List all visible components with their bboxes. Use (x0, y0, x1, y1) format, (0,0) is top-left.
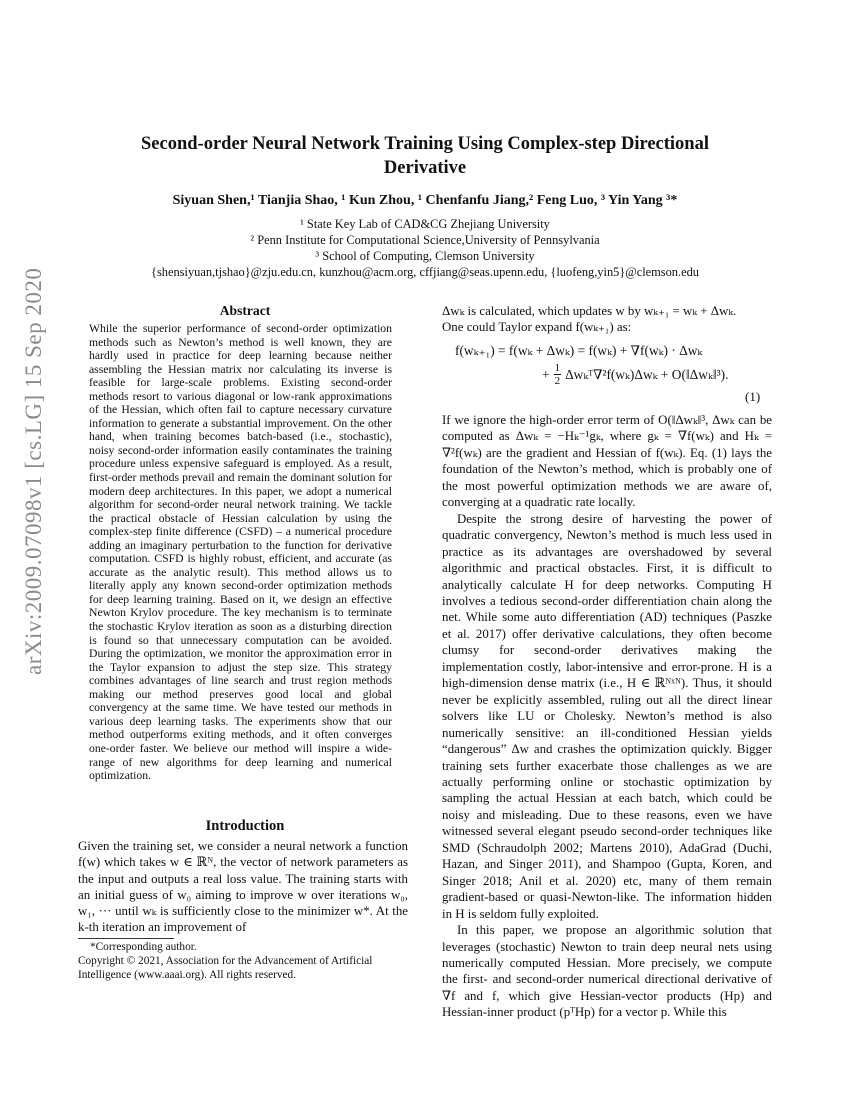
affiliation-2: ² Penn Institute for Computational Science,University of Pennsylvania (250, 233, 600, 247)
equation-plus: + (542, 366, 550, 382)
footnote-rule (78, 938, 174, 939)
obstacles-paragraph: Despite the strong desire of harvesting the power of quadratic convergency, Newton’s method is much less used in practice as its advantages are overshadowed by several algorithmic and practical obstacles. First, it is difficult to analytically calculate H for deep networks. Computing H involves a tedious second-order differentiation chain along the net. While some auto differentiation (AD) techniques (Paszke et al. 2017) offer derivative calculations, they often become clumsy for second-order derivatives making the implementation costly, labor-intensive and error-prone. H is a high-dimension dense matrix (i.e., H ∈ ℝᴺˣᴺ). Thus, it should never be explicitly assembled, ruling out all the direct linear solvers like LU or Cholesky. Newton’s method is also numerically sensitive: an ill-conditioned Hessian yields “dangerous” Δw and crashes the optimization quickly. Bigger training sets further exacerbate those challenges as we are actually performing online or stochastic optimization by sampling the actual Hessian at each batch, which could be noisy and misleading. Due to these reasons, even we have witnessed several elegant pseudo second-order techniques like SMD (Schraudolph 2002; Martens 2010), AdaGrad (Duchi, Hazan, and Singer 2011), and Shampoo (Gupta, Koren, and Singer 2018; Anil et al. 2020) etc, many of them remain gradient-based or quasi-Newton-like. The information hidden in H is seldom fully exploited. (442, 511, 772, 921)
equation-line-1: f(wₖ₊₁) = f(wₖ + Δwₖ) = f(wₖ) + ∇f(wₖ) · Δwₖ (455, 343, 703, 358)
contribution-paragraph: In this paper, we propose an algorithmic solution that leverages (stochastic) Newton to train deep neural nets using numerically computed Hessian. More precisely, we compute the first- and second-order numerical directional derivative of ∇f and f, which give Hessian-vector products (Hp) and Hessian-inner product (pᵀHp) for a vector p. While this (442, 923, 772, 1020)
right-column-top (442, 303, 772, 336)
footnote-corresponding: *Corresponding author. (90, 941, 197, 953)
equation-fraction (554, 362, 562, 387)
footnote-copyright: Copyright © 2021, Association for the Advancement of Artificial Intelligence (www.aaai.org). All rights reserved. (78, 955, 373, 981)
update-rule-text: Δwₖ is calculated, which updates w by wₖ₊₁ = wₖ + Δwₖ. (442, 304, 737, 318)
equation-second-order-term: Δwₖᵀ∇²f(wₖ)Δwₖ + O(‖Δwₖ‖³). (565, 366, 729, 382)
equation-number: (1) (745, 389, 761, 404)
introduction-heading: Introduction (205, 818, 285, 834)
fraction-numerator: 1 (554, 362, 561, 374)
arxiv-stamp: arXiv:2009.07098v1 [cs.LG] 15 Sep 2020 (21, 267, 46, 675)
taylor-intro-text: One could Taylor expand f(wₖ₊₁) as: (442, 320, 632, 335)
paper-title: Second-order Neural Network Training Using Complex-step Directional Derivative (141, 134, 709, 178)
right-column-body (442, 412, 772, 1021)
introduction-body (78, 838, 408, 936)
introduction-paragraph: Given the training set, we consider a neural network a function f(w) which takes w ∈ ℝᴺ, the vector of network parameters as the input and outputs a real loss value. The training starts with an initial guess of w₀ aiming to improve w over iterations w₀, w₁, ··· until wₖ is sufficiently close to the minimizer w*. At the k-th iteration an improvement of (78, 839, 408, 935)
fraction-denominator: 2 (554, 375, 561, 387)
newton-step-paragraph: If we ignore the high-order error term of O(‖Δwₖ‖³, Δwₖ can be computed as Δwₖ = −Hₖ⁻¹gₖ, where gₖ = ∇f(wₖ) and Hₖ = ∇²f(wₖ) are the gradient and Hessian of f(wₖ). Eq. (1) lays the foundation of the Newton’s method, which is probably one of the most powerful optimization methods we are aware of, converging at a quadratic rate locally. (442, 413, 772, 510)
affiliation-1: ¹ State Key Lab of CAD&CG Zhejiang University (300, 217, 550, 231)
abstract-heading: Abstract (219, 303, 271, 318)
author-list: Siyuan Shen,¹ Tianjia Shao, ¹ Kun Zhou, ¹ Chenfanfu Jiang,² Feng Luo, ³ Yin Yang ³* (172, 193, 678, 208)
abstract-text: While the superior performance of second-order optimization methods such as Newton’s method is well known, they are hardly used in practice for deep learning because neither assembling the Hessian matrix nor calculating its inverse is feasible for large-scale problems. Existing second-order methods resort to various diagonal or low-rank approximations of the Hessian, which often fail to capture necessary curvature information to generate a substantial improvement. On the other hand, when training becomes batch-based (i.e., stochastic), noisy second-order information easily contaminates the training procedure unless expensive safeguard is employed. As a result, first-order methods prevail and remain the dominant solution for modern deep architectures. In this paper, we adopt a numerical algorithm for second-order neural network training. We tackle the practical obstacle of Hessian calculation by using the complex-step finite difference (CSFD) – a numerical procedure adding an imaginary perturbation to the function for derivative computation. CSFD is highly robust, efficient, and accurate (as accurate as the analytic result). This method allows us to literally apply any known second-order optimization methods for deep learning training. Based on it, we design an effective Newton Krylov procedure. The key mechanism is to terminate the stochastic Krylov iteration as soon as a disturbing direction is found so that unnecessary computation can be avoided. During the optimization, we monitor the approximation error in the Taylor expansion to adjust the step size. This strategy combines advantages of line search and trust region methods making our method preserves good local and global convergency at the same time. We have tested our methods in various deep learning tasks. The experiments show that our method outperforms exiting methods, and it often converges one-order faster. We believe our method will inspire a wide-range of new algorithms for deep learning and numerical optimization. (89, 322, 392, 783)
abstract-body (89, 322, 392, 783)
author-emails: {shensiyuan,tjshao}@zju.edu.cn, kunzhou@acm.org, cffjiang@seas.upenn.edu, {luofeng,yin5}@clemson.edu (151, 265, 699, 279)
affiliation-3: ³ School of Computing, Clemson University (315, 249, 535, 263)
equation-line-2 (542, 362, 728, 387)
